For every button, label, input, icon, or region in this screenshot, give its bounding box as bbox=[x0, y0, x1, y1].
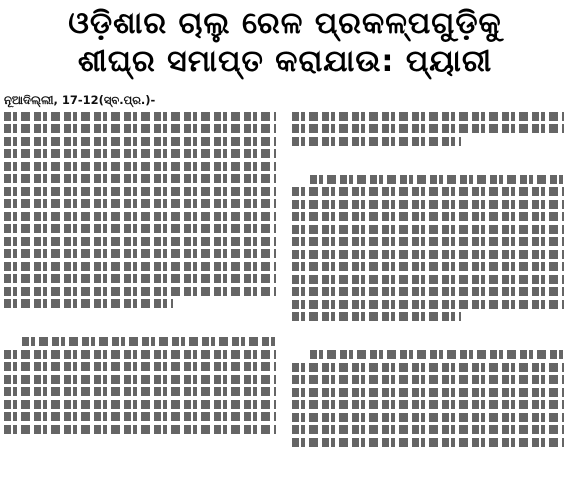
dateline: ନୂଆଦିଲ୍ଲୀ, 17-12(ସ୍ବ.ପ୍ର.)- bbox=[4, 93, 156, 107]
article-paragraph bbox=[4, 318, 276, 334]
headline-line-1: ଓଡ଼ିଶାର ଚାଲୁ ରେଳ ପ୍ରକଳ୍ପଗୁଡ଼ିକୁ bbox=[68, 6, 502, 41]
article-paragraph bbox=[292, 155, 564, 171]
article-column-right bbox=[292, 92, 564, 496]
headline-line-2: ଶୀଘ୍ର ସମାପ୍ତ କରାଯାଉ: ପ୍ୟାରୀ bbox=[77, 44, 493, 79]
article-paragraph bbox=[4, 437, 276, 453]
article-paragraph bbox=[292, 331, 564, 347]
article-paragraph bbox=[292, 92, 564, 108]
article-paragraph bbox=[4, 92, 276, 108]
article-column-left bbox=[4, 92, 276, 496]
text-lines bbox=[4, 112, 276, 309]
text-lines bbox=[292, 350, 564, 447]
text-lines bbox=[4, 337, 276, 434]
text-lines bbox=[292, 175, 564, 322]
text-lines bbox=[292, 112, 564, 146]
